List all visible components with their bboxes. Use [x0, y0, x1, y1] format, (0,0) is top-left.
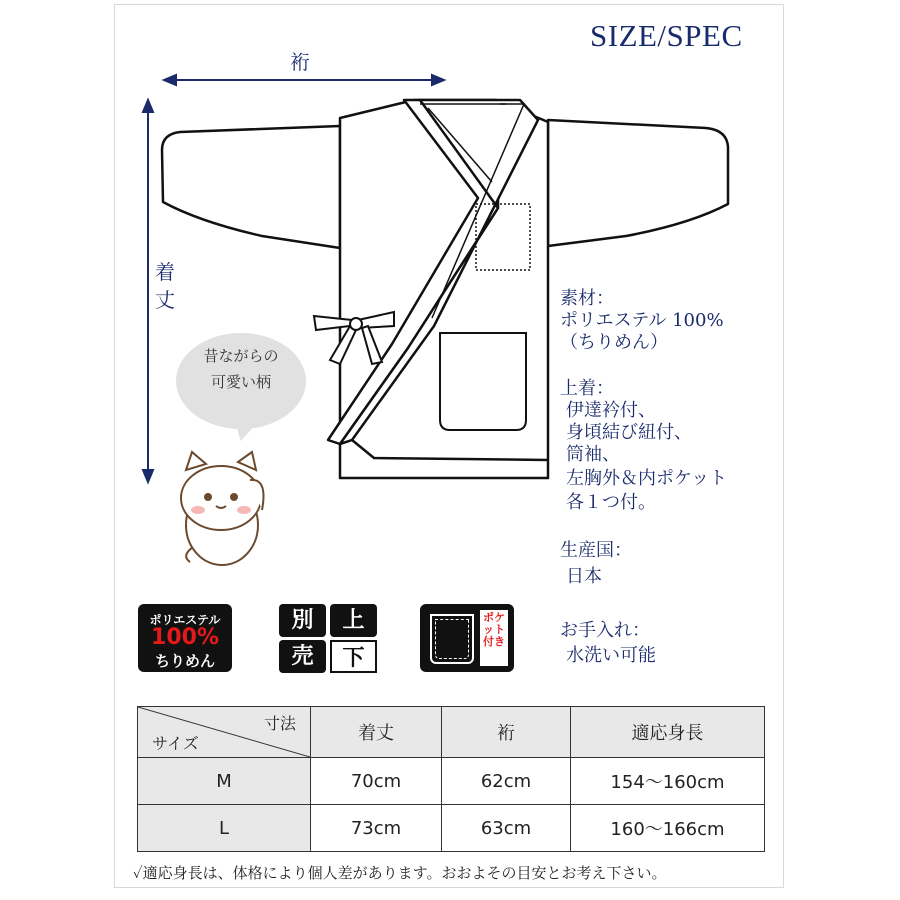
bubble-line-1: 昔ながらの	[203, 347, 279, 365]
separate-badge-b: 上	[330, 604, 377, 637]
row-height: 154〜160cm	[571, 758, 765, 805]
spec-top-item: 左胸外＆内ポケット	[566, 468, 728, 489]
material-badge-line3: ちりめん	[154, 652, 215, 670]
row-length: 73cm	[311, 805, 442, 852]
length-arrow	[143, 100, 153, 482]
separate-badge-a: 別	[279, 604, 326, 637]
spec-origin-body: 日本	[566, 566, 602, 587]
spec-material-head: 素材：	[560, 288, 614, 309]
material-badge-line2: 100%	[151, 625, 219, 650]
footnote: ✓適応身長は、体格により個人差があります。おおよその目安とお考え下さい。	[133, 864, 667, 882]
row-height: 160〜166cm	[571, 805, 765, 852]
pocket-icon	[430, 614, 474, 664]
page-title: SIZE/SPEC	[590, 18, 743, 53]
table-row	[138, 758, 765, 805]
spec-top-item: 各１つ付。	[566, 492, 656, 513]
row-width: 63cm	[442, 805, 571, 852]
row-width: 62cm	[442, 758, 571, 805]
lower-pocket	[440, 333, 526, 430]
row-length: 70cm	[311, 758, 442, 805]
header-width: 裄	[442, 707, 571, 758]
separate-badge-c: 売	[279, 640, 326, 673]
speech-bubble	[176, 333, 306, 429]
table-header-row	[138, 707, 765, 758]
corner-top-label: 寸法	[263, 714, 296, 733]
size-table	[137, 706, 765, 852]
material-badge-line1: ポリエステル	[149, 613, 221, 627]
header-height: 適応身長	[571, 707, 765, 758]
row-size: M	[138, 758, 311, 805]
spec-top-head: 上着：	[560, 378, 614, 399]
spec-care-body: 水洗い可能	[566, 645, 656, 666]
spec-material-body: ポリエステル 100%	[560, 310, 724, 331]
spec-top-item: 身頃結び紐付、	[566, 422, 692, 443]
header-length: 着丈	[311, 707, 442, 758]
table-row	[138, 805, 765, 852]
length-label: 着丈	[155, 260, 175, 312]
width-label: 裄	[290, 50, 310, 74]
row-size: L	[138, 805, 311, 852]
width-arrow	[164, 75, 444, 85]
material-badge	[138, 604, 232, 672]
spec-care-head: お手入れ：	[560, 620, 650, 641]
bubble-line-2: 可愛い柄	[210, 373, 271, 391]
separate-sale-badge	[279, 604, 379, 674]
pocket-badge	[420, 604, 514, 672]
spec-top-item: 伊達衿付、	[566, 400, 656, 421]
table-corner	[138, 707, 311, 758]
spec-top-item: 筒袖、	[566, 444, 620, 465]
spec-material-note: （ちりめん）	[560, 332, 668, 353]
separate-badge-d: 下	[330, 640, 377, 673]
pocket-badge-tag: ポケット付き	[480, 610, 508, 666]
corner-bottom-label: サイズ	[152, 734, 199, 753]
cat-illustration	[181, 452, 264, 565]
spec-origin-head: 生産国：	[560, 540, 632, 561]
